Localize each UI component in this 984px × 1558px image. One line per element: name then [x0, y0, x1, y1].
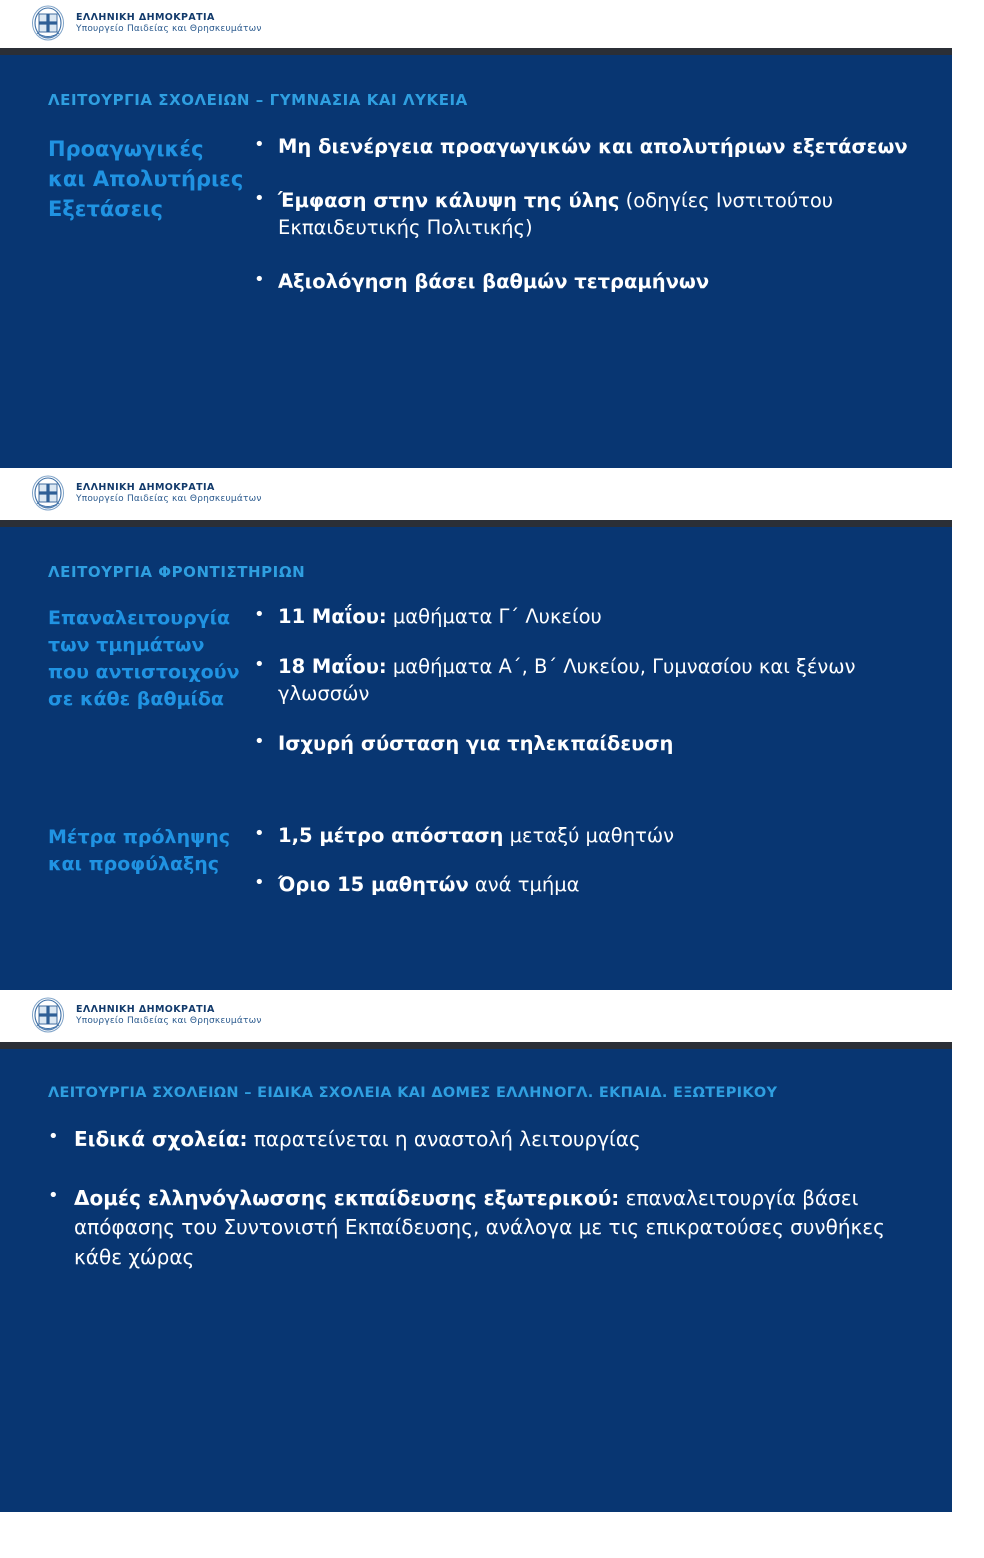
list-item: [248, 603, 912, 631]
slide-2-row-1: [0, 581, 952, 780]
list-item: [248, 133, 912, 161]
slide-1-bullets: [248, 133, 952, 296]
bullet-list: [248, 603, 912, 758]
greek-coat-of-arms-icon: [28, 997, 68, 1035]
slide-schools-gymnasia-lykeia: [0, 48, 952, 468]
greek-coat-of-arms-icon: [28, 5, 68, 43]
bullet-list: [40, 1125, 912, 1272]
bullet-bold: Όριο 15 μαθητών: [278, 873, 469, 897]
slide-2-row-2: [0, 822, 952, 921]
logo-header-top: [0, 0, 984, 48]
slide-3-title: ΛΕΙΤΟΥΡΓΙΑ ΣΧΟΛΕΙΩΝ – ΕΙΔΙΚΑ ΣΧΟΛΕΙΑ ΚΑΙ ΔΟΜΕΣ ΕΛΛΗΝΟΓΛ. ΕΚΠΑΙΔ. ΕΞΩΤΕΡΙΚΟΥ: [48, 1085, 778, 1101]
list-item: [248, 730, 912, 758]
logo-header-middle-1: [0, 468, 984, 520]
list-item: [248, 653, 912, 708]
slide-special-schools-abroad: [0, 1042, 952, 1512]
logo-text-block: [76, 482, 262, 505]
slide-1-row: [0, 109, 952, 296]
bullet-bold: 1,5 μέτρο απόσταση: [278, 823, 504, 847]
slide-3-bullets: [0, 1101, 952, 1272]
logo-text-block: [76, 1004, 262, 1027]
bullet-rest: επαναλειτουργία βάσει απόφασης του Συντονιστή Εκπαίδευσης, ανάλογα με τις επικρατούσες συνθήκες κάθε χώρας: [74, 1186, 885, 1269]
logo-header-middle-2: [0, 990, 984, 1042]
bullet-rest: μαθήματα Α΄, Β΄ Λυκείου, Γυμνασίου και ξένων γλωσσών: [278, 654, 856, 706]
bullet-list: [248, 822, 912, 899]
bullet-rest: παρατείνεται η αναστολή λειτουργίας: [247, 1127, 641, 1151]
logo-line-1: ΕΛΛΗΝΙΚΗ ΔΗΜΟΚΡΑΤΙΑ: [76, 12, 215, 24]
bullet-rest: ανά τμήμα: [468, 873, 580, 897]
bullet-rest: μαθήματα Γ΄ Λυκείου: [386, 605, 602, 628]
logo-line-2: Υπουργείο Παιδείας και Θρησκευμάτων: [76, 24, 262, 35]
slide-1-title: ΛΕΙΤΟΥΡΓΙΑ ΣΧΟΛΕΙΩΝ – ΓΥΜΝΑΣΙΑ ΚΑΙ ΛΥΚΕΙΑ: [48, 91, 468, 109]
list-item: [248, 187, 912, 242]
logo-line-1: ΕΛΛΗΝΙΚΗ ΔΗΜΟΚΡΑΤΙΑ: [76, 1004, 215, 1016]
list-item: [248, 822, 912, 850]
slide-frontistiria: [0, 520, 952, 990]
slide-2-spacer: [0, 780, 952, 822]
logo-line-1: ΕΛΛΗΝΙΚΗ ΔΗΜΟΚΡΑΤΙΑ: [76, 482, 215, 494]
list-item: [248, 268, 912, 296]
bullet-bold: Έμφαση στην κάλυψη της ύλης: [278, 188, 620, 212]
list-item: [40, 1184, 912, 1272]
bullet-bold: Δομές ελληνόγλωσσης εκπαίδευσης εξωτερικού:: [74, 1186, 620, 1211]
bullet-bold: 11 Μαΐου:: [278, 605, 387, 628]
bullet-bold: Ειδικά σχολεία:: [74, 1127, 248, 1151]
logo-line-2: Υπουργείο Παιδείας και Θρησκευμάτων: [76, 494, 262, 505]
bullet-rest: μεταξύ μαθητών: [503, 823, 675, 847]
slide-2-label-2: Μέτρα πρόληψης και προφύλαξης: [48, 825, 230, 875]
list-item: [40, 1125, 912, 1154]
bullet-bold: 18 Μαΐου:: [278, 654, 387, 678]
slide-2-title: ΛΕΙΤΟΥΡΓΙΑ ΦΡΟΝΤΙΣΤΗΡΙΩΝ: [48, 563, 306, 581]
bullet-list: [248, 133, 912, 296]
slide-2-label-1: Επαναλειτουργία των τμημάτων που αντιστοιχούν σε κάθε βαθμίδα: [48, 607, 240, 710]
logo-line-2: Υπουργείο Παιδείας και Θρησκευμάτων: [76, 1016, 262, 1027]
slide-2-bullets-1: [248, 603, 952, 780]
logo-text-block: [76, 12, 262, 35]
slide-1-label: Προαγωγικές και Απολυτήριες Εξετάσεις: [48, 137, 244, 221]
bullet-bold: Αξιολόγηση βάσει βαθμών τετραμήνων: [278, 270, 710, 294]
bullet-rest: (οδηγίες Ινστιτούτου Εκπαιδευτικής Πολιτικής): [278, 188, 834, 240]
list-item: [248, 871, 912, 899]
bullet-bold: Μη διενέργεια προαγωγικών και απολυτήριων εξετάσεων: [278, 135, 908, 158]
greek-coat-of-arms-icon: [28, 475, 68, 513]
bullet-bold: Ισχυρή σύσταση για τηλεκπαίδευση: [278, 732, 674, 756]
slide-2-bullets-2: [248, 822, 952, 921]
